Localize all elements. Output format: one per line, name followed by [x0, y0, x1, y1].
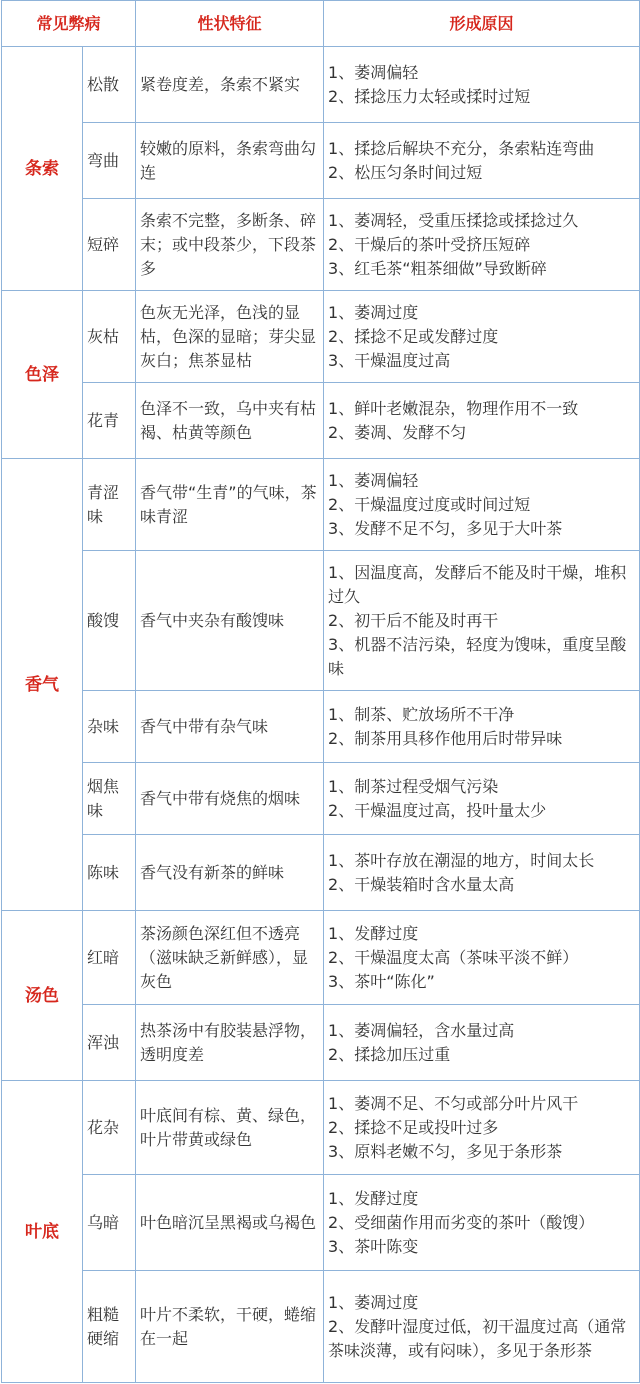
feature-cell: 热茶汤中有胶装悬浮物，透明度差	[136, 1005, 324, 1081]
defect-cell: 红暗	[83, 911, 136, 1005]
cause-item: 2、制茶用具移作他用后时带异味	[328, 728, 563, 748]
table-row	[2, 763, 640, 835]
table-row	[2, 123, 640, 199]
cause-cell	[324, 551, 640, 691]
cause-item: 2、揉捻不足或投叶过多	[328, 1117, 499, 1137]
table-row	[2, 199, 640, 291]
defect-cell: 松散	[83, 47, 136, 123]
category-cell: 叶底	[2, 1081, 83, 1383]
cause-item: 2、干燥装箱时含水量太高	[328, 874, 515, 894]
cause-item: 2、萎凋、发酵不匀	[328, 422, 467, 442]
cause-cell	[324, 691, 640, 763]
cause-item: 1、萎凋不足、不匀或部分叶片风干	[328, 1093, 579, 1113]
defect-cell: 粗糙硬缩	[83, 1271, 136, 1383]
defect-cell: 青涩味	[83, 459, 136, 551]
feature-cell: 叶色暗沉呈黑褐或乌褐色	[136, 1175, 324, 1271]
table-body	[2, 47, 640, 1383]
table-row	[2, 47, 640, 123]
cause-cell	[324, 291, 640, 383]
cause-item: 1、萎凋偏轻	[328, 470, 419, 490]
cause-item: 1、鲜叶老嫩混杂，物理作用不一致	[328, 398, 579, 418]
header-row	[2, 1, 640, 47]
cause-item: 1、萎凋过度	[328, 1292, 419, 1312]
cause-item: 1、制茶过程受烟气污染	[328, 776, 499, 796]
cause-item: 2、干燥温度过度或时间过短	[328, 494, 531, 514]
feature-cell: 叶片不柔软，干硬，蜷缩在一起	[136, 1271, 324, 1383]
cause-cell	[324, 835, 640, 911]
cause-item: 2、揉捻加压过重	[328, 1044, 451, 1064]
header-defect: 常见弊病	[2, 1, 136, 47]
feature-cell: 香气中带有烧焦的烟味	[136, 763, 324, 835]
cause-item: 1、萎凋轻，受重压揉捻或揉捻过久	[328, 210, 579, 230]
defect-cell: 杂味	[83, 691, 136, 763]
cause-item: 1、发酵过度	[328, 923, 419, 943]
cause-cell	[324, 763, 640, 835]
cause-item: 2、干燥温度过高，投叶量太少	[328, 800, 547, 820]
feature-cell: 香气带“生青”的气味，茶味青涩	[136, 459, 324, 551]
table-row	[2, 1271, 640, 1383]
feature-cell: 紧卷度差，条索不紧实	[136, 47, 324, 123]
table-row	[2, 551, 640, 691]
category-cell: 香气	[2, 459, 83, 911]
cause-cell	[324, 1271, 640, 1383]
cause-item: 2、干燥后的茶叶受挤压短碎	[328, 234, 531, 254]
cause-item: 2、揉捻压力太轻或揉时过短	[328, 86, 531, 106]
category-cell: 色泽	[2, 291, 83, 459]
category-cell: 汤色	[2, 911, 83, 1081]
header-feature: 性状特征	[136, 1, 324, 47]
feature-cell: 香气中夹杂有酸馊味	[136, 551, 324, 691]
cause-item: 3、原料老嫩不匀，多见于条形茶	[328, 1141, 563, 1161]
table-row	[2, 691, 640, 763]
cause-cell	[324, 459, 640, 551]
cause-cell	[324, 1005, 640, 1081]
cause-item: 1、发酵过度	[328, 1188, 419, 1208]
cause-item: 2、受细菌作用而劣变的茶叶（酸馊）	[328, 1212, 595, 1232]
defect-cell: 陈味	[83, 835, 136, 911]
table-row	[2, 835, 640, 911]
feature-cell: 香气没有新茶的鲜味	[136, 835, 324, 911]
cause-item: 2、干燥温度太高（茶味平淡不鲜）	[328, 947, 579, 967]
tea-defects-table	[1, 0, 640, 1383]
table-row	[2, 291, 640, 383]
table-row	[2, 911, 640, 1005]
table-row	[2, 1005, 640, 1081]
cause-item: 1、茶叶存放在潮湿的地方，时间太长	[328, 850, 595, 870]
defect-cell: 灰枯	[83, 291, 136, 383]
cause-cell	[324, 1081, 640, 1175]
table-row	[2, 459, 640, 551]
feature-cell: 色泽不一致，乌中夹有枯褐、枯黄等颜色	[136, 383, 324, 459]
cause-cell	[324, 911, 640, 1005]
cause-item: 3、干燥温度过高	[328, 350, 451, 370]
cause-item: 2、初干后不能及时再干	[328, 610, 499, 630]
defect-cell: 花青	[83, 383, 136, 459]
feature-cell: 香气中带有杂气味	[136, 691, 324, 763]
cause-item: 1、揉捻后解块不充分，条索粘连弯曲	[328, 138, 595, 158]
cause-item: 1、因温度高，发酵后不能及时干燥，堆积过久	[328, 562, 627, 606]
feature-cell: 条索不完整，多断条、碎末；或中段茶少，下段茶多	[136, 199, 324, 291]
category-cell: 条索	[2, 47, 83, 291]
cause-item: 1、萎凋过度	[328, 302, 419, 322]
cause-cell	[324, 123, 640, 199]
defect-cell: 花杂	[83, 1081, 136, 1175]
header-cause: 形成原因	[324, 1, 640, 47]
table-row	[2, 1081, 640, 1175]
cause-cell	[324, 199, 640, 291]
cause-item: 3、红毛茶“粗茶细做”导致断碎	[328, 258, 547, 278]
cause-item: 2、揉捻不足或发酵过度	[328, 326, 499, 346]
cause-item: 2、发酵叶湿度过低，初干温度过高（通常茶味淡薄，或有闷味），多见于条形茶	[328, 1316, 627, 1360]
cause-cell	[324, 1175, 640, 1271]
feature-cell: 叶底间有棕、黄、绿色，叶片带黄或绿色	[136, 1081, 324, 1175]
cause-item: 1、制茶、贮放场所不干净	[328, 704, 515, 724]
defect-cell: 浑浊	[83, 1005, 136, 1081]
defect-cell: 酸馊	[83, 551, 136, 691]
table-row	[2, 383, 640, 459]
cause-item: 3、茶叶陈变	[328, 1236, 419, 1256]
cause-item: 3、茶叶“陈化”	[328, 971, 435, 991]
cause-cell	[324, 383, 640, 459]
cause-item: 3、发酵不足不匀，多见于大叶茶	[328, 518, 563, 538]
cause-item: 1、萎凋偏轻	[328, 62, 419, 82]
feature-cell: 较嫩的原料，条索弯曲勾连	[136, 123, 324, 199]
feature-cell: 茶汤颜色深红但不透亮（滋味缺乏新鲜感），显灰色	[136, 911, 324, 1005]
cause-cell	[324, 47, 640, 123]
defect-cell: 短碎	[83, 199, 136, 291]
cause-item: 1、萎凋偏轻，含水量过高	[328, 1020, 515, 1040]
defect-cell: 烟焦味	[83, 763, 136, 835]
defect-cell: 乌暗	[83, 1175, 136, 1271]
cause-item: 2、松压匀条时间过短	[328, 162, 483, 182]
table-row	[2, 1175, 640, 1271]
feature-cell: 色灰无光泽，色浅的显枯，色深的显暗；芽尖显灰白；焦茶显枯	[136, 291, 324, 383]
defect-cell: 弯曲	[83, 123, 136, 199]
cause-item: 3、机器不洁污染，轻度为馊味，重度呈酸味	[328, 634, 627, 678]
